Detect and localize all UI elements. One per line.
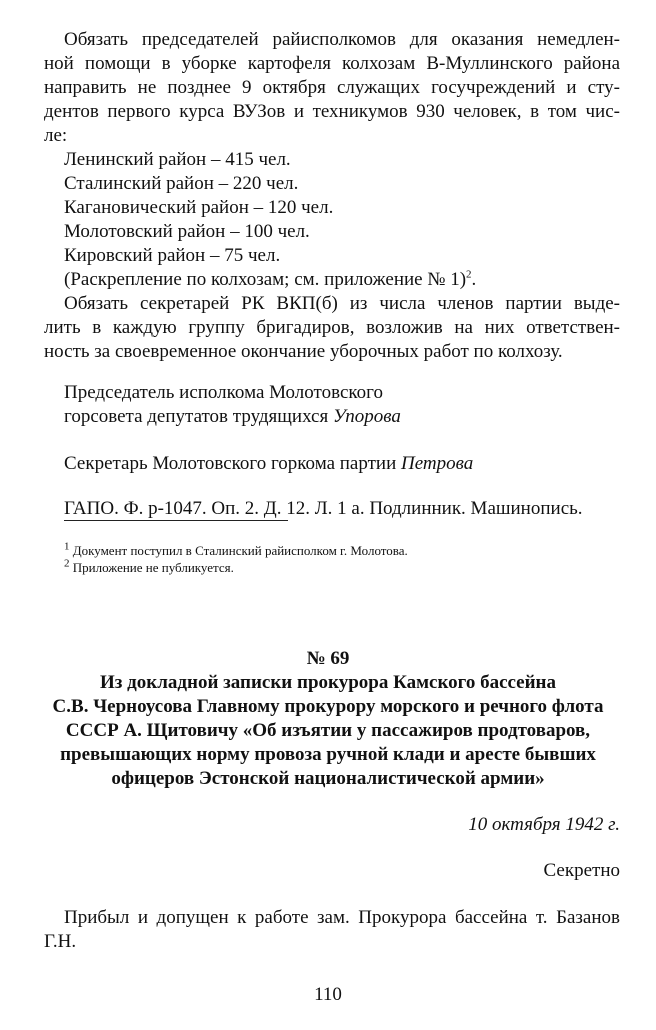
footnote-mark: 2 xyxy=(64,557,70,570)
signature-secretary-title: Секретарь Молотовского горкома партии xyxy=(64,453,402,474)
footnote-1 xyxy=(64,540,408,558)
footnote-text: Приложение не публикуется. xyxy=(69,560,234,575)
footnote-divider xyxy=(64,520,288,521)
para1-line-1: Обязать председателей райисполкомов для оказания немедлен- xyxy=(64,29,620,50)
document-title-line: превышающих норму провоза ручной клади и аресте бывших xyxy=(60,744,596,765)
para2-line-2: лить в каждую группу бригадиров, возложив на них ответствен- xyxy=(44,317,620,338)
footnote-text: Документ поступил в Сталинский райисполком г. Молотова. xyxy=(69,543,408,558)
para2-line-1: Обязать секретарей РК ВКП(б) из числа членов партии выде- xyxy=(64,293,620,314)
footnote-2 xyxy=(64,557,234,575)
document-number: № 69 xyxy=(306,648,350,669)
district-item: Молотовский район – 100 чел. xyxy=(64,221,310,242)
classification-mark: Секретно xyxy=(543,860,620,881)
district-item: Сталинский район – 220 чел. xyxy=(64,173,299,194)
para1-line-2: ной помощи в уборке картофеля колхозам В-Муллинского района xyxy=(44,53,620,74)
district-item: Ленинский район – 415 чел. xyxy=(64,149,291,170)
footnote-ref-2: 2 xyxy=(466,268,472,281)
document-title-line: Из докладной записки прокурора Камского бассейна xyxy=(100,672,556,693)
attachment-note: (Раскрепление по колхозам; см. приложение № 1)$^2$. xyxy=(64,268,477,290)
footnote-mark: 1 xyxy=(64,540,70,553)
signature-secretary-name: Петрова xyxy=(401,453,474,474)
signature-secretary xyxy=(64,452,473,476)
district-item: Кировский район – 75 чел. xyxy=(64,245,281,266)
document-title-line: офицеров Эстонской националистической армии» xyxy=(111,768,545,789)
archive-reference: ГАПО. Ф. р-1047. Оп. 2. Д. 12. Л. 1 а. Подлинник. Машинопись. xyxy=(64,498,583,519)
body-line-1: Прибыл и допущен к работе зам. Прокурора бассейна т. Базанов xyxy=(64,907,620,928)
para1-line-5: ле: xyxy=(44,125,68,146)
body-line-2: Г.Н. xyxy=(44,931,77,952)
page-number: 110 xyxy=(314,984,342,1005)
signature-chairman-name: Упорова xyxy=(332,406,401,427)
attachment-note-text: (Раскрепление по колхозам; см. приложение № 1) xyxy=(64,269,467,290)
para1-line-4: дентов первого курса ВУЗов и техникумов 930 человек, в том чис- xyxy=(44,101,620,122)
document-date: 10 октября 1942 г. xyxy=(468,814,620,835)
document-title-line: СССР А. Щитовичу «Об изъятии у пассажиров продтоваров, xyxy=(65,720,591,741)
district-item: Кагановический район – 120 чел. xyxy=(64,197,334,218)
para2-line-3: ность за своевременное окончание уборочных работ по колхозу. xyxy=(44,341,563,362)
para1-line-3: направить не позднее 9 октября служащих госучреждений и сту- xyxy=(44,77,620,98)
signature-chairman-line1: Председатель исполкома Молотовского xyxy=(64,382,383,403)
document-title-line: С.В. Черноусова Главному прокурору морского и речного флота xyxy=(52,696,604,717)
signature-chairman-line2 xyxy=(64,405,401,429)
signature-chairman-title: горсовета депутатов трудящихся xyxy=(64,406,333,427)
